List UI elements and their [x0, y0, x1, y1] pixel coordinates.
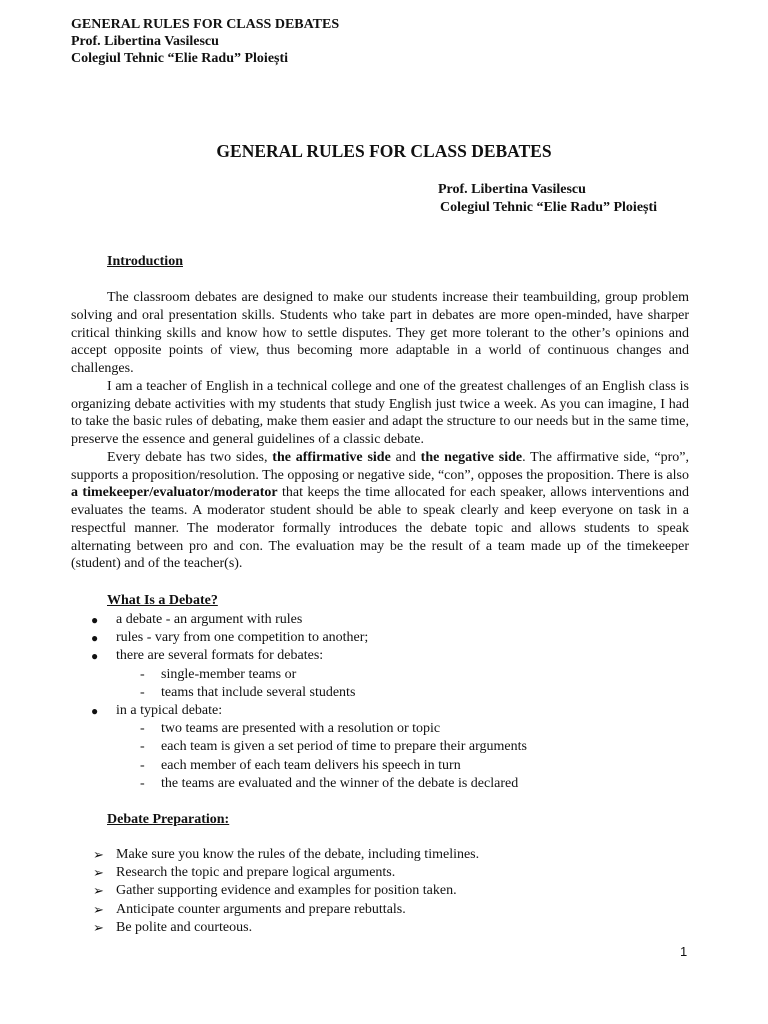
list-item-text: Gather supporting evidence and examples for position taken.: [116, 883, 457, 899]
dash-icon: -: [140, 739, 145, 755]
arrow-bullet-icon: ➢: [93, 901, 104, 917]
sub-list-item-text: each team is given a set period of time to prepare their arguments: [161, 739, 527, 755]
bullet-icon: ●: [91, 704, 99, 719]
intro-p3-text-1: Every debate has two sides,: [107, 449, 273, 465]
list-item-text: Research the topic and prepare logical arguments.: [116, 865, 396, 881]
bullet-icon: ●: [91, 613, 99, 627]
list-item-text: Anticipate counter arguments and prepare rebuttals.: [116, 901, 406, 917]
debate-preparation-heading: Debate Preparation:: [107, 812, 230, 827]
list-item: [71, 901, 691, 919]
page-number: 1: [680, 944, 688, 959]
running-header-title: GENERAL RULES FOR CLASS DEBATES: [71, 17, 340, 32]
sub-list-item-text: each member of each team delivers his speech in turn: [161, 757, 461, 773]
sub-list-item-text: two teams are presented with a resolution or topic: [161, 721, 441, 737]
bullet-icon: ●: [91, 631, 99, 646]
what-is-debate-list: [71, 611, 691, 793]
introduction-body: [71, 289, 689, 573]
author-school: Colegiul Tehnic “Elie Radu” Ploiești: [440, 200, 658, 215]
dash-icon: -: [140, 684, 145, 700]
negative-side-term: the negative side: [420, 449, 523, 465]
list-item: [71, 864, 691, 882]
arrow-bullet-icon: ➢: [93, 919, 104, 935]
document-title: GENERAL RULES FOR CLASS DEBATES: [216, 141, 552, 161]
list-item: [71, 846, 691, 864]
sub-list-item: [71, 757, 691, 775]
list-item-text: rules - vary from one competition to another;: [116, 630, 369, 646]
list-item-text: a debate - an argument with rules: [116, 612, 303, 627]
dash-icon: -: [140, 775, 145, 791]
running-header-school: Colegiul Tehnic “Elie Radu” Ploiești: [71, 51, 289, 66]
arrow-bullet-icon: ➢: [93, 847, 104, 862]
list-item-text: in a typical debate:: [116, 703, 223, 719]
moderator-term: a timekeeper/evaluator/moderator: [71, 485, 278, 501]
dash-icon: -: [140, 666, 145, 682]
list-item-text: there are several formats for debates:: [116, 648, 324, 664]
author-name: Prof. Libertina Vasilescu: [438, 182, 586, 197]
intro-paragraph-1: The classroom debates are designed to make our students increase their teambuilding, group problem solving and oral presentation skills. Students who take part in debates are more open-minded, have sharper critical thinking skills and know how to settle disputes. They get more tolerant to the other’s opinions and accept opposite points of view, thus becoming more adaptable in a world of continuous changes and challenges.: [71, 290, 689, 376]
list-item: [71, 882, 691, 900]
intro-p3-text-4: that keeps the time allocated for each speaker, allows interventions and evaluates the teams. A moderator student should be able to speak clearly and keep everyone on task in a respectful manner. The moderator formally introduces the debate topic and allows students to speak alternating between pro and con. The evaluation may be the result of a team made up of the timekeeper (student) and of the teacher(s).: [71, 485, 690, 572]
list-item: [71, 919, 691, 937]
affirmative-side-term: the affirmative side: [272, 449, 391, 465]
sub-list-item: [71, 720, 691, 738]
running-header-author: Prof. Libertina Vasilescu: [71, 34, 219, 49]
intro-p3-text-2: and: [390, 449, 421, 465]
dash-icon: -: [140, 757, 145, 773]
list-item-text: Be polite and courteous.: [116, 919, 253, 935]
bullet-icon: ●: [91, 649, 99, 664]
intro-paragraph-2: I am a teacher of English in a technical college and one of the greatest challenges of an English class is organizing debate activities with my students that study English just twice a week. As you can imagine, I had to take the basic rules of debating, make them easier and adapt the structure to our needs but in the same time, preserve the essence and general guidelines of a classic debate.: [71, 378, 689, 447]
list-item: [71, 629, 691, 647]
sub-list-item: [71, 666, 691, 684]
list-item: [71, 702, 691, 720]
list-item-text: Make sure you know the rules of the debate, including timelines.: [116, 847, 480, 862]
sub-list-item: [71, 775, 691, 793]
debate-preparation-list: [71, 846, 691, 937]
what-is-debate-heading: What Is a Debate?: [107, 593, 218, 608]
intro-paragraph-3: [71, 449, 689, 573]
sub-list-item: [71, 684, 691, 702]
list-item: [71, 647, 691, 665]
sub-list-item: [71, 738, 691, 756]
arrow-bullet-icon: ➢: [93, 865, 104, 881]
sub-list-item-text: single-member teams or: [161, 666, 297, 682]
introduction-heading: Introduction: [107, 254, 183, 269]
intro-p3-text-3: . The affirmative side, “pro”, supports a proposition/resolution. The opposing or negative side, “con”, opposes the proposition. There is also: [71, 449, 690, 483]
dash-icon: -: [140, 721, 145, 737]
sub-list-item-text: teams that include several students: [161, 684, 356, 700]
arrow-bullet-icon: ➢: [93, 883, 104, 899]
sub-list-item-text: the teams are evaluated and the winner of the debate is declared: [161, 775, 519, 791]
list-item: [71, 611, 691, 629]
